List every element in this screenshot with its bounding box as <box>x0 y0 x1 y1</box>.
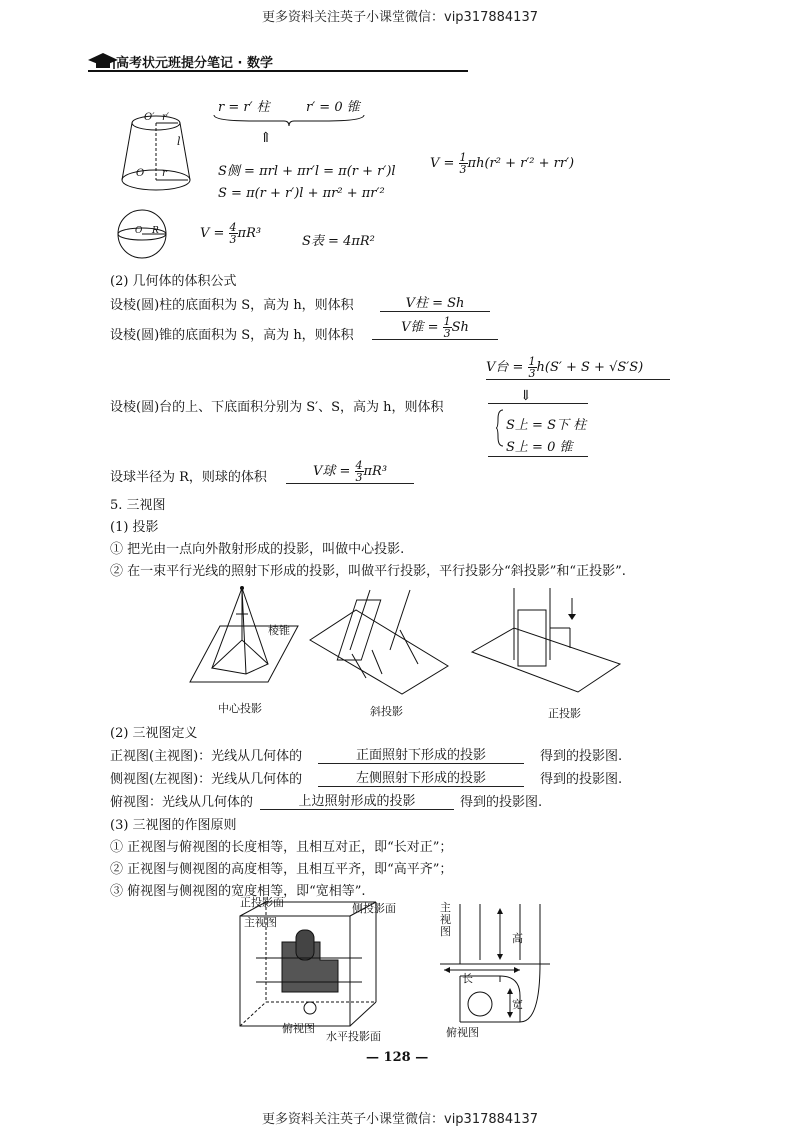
three-views-heading: 5. 三视图 <box>110 498 166 513</box>
frustum-o: O <box>136 168 145 179</box>
frustum-r: r <box>162 168 167 179</box>
label-top-view: 俯视图 <box>282 1022 315 1035</box>
caption-oblique: 斜投影 <box>370 705 403 718</box>
frustum-figure <box>112 110 202 195</box>
frustum-answer: V台 = $\frac{1}{3}$ h(S′ + S + √S′S) <box>486 356 670 380</box>
caption-orthogonal: 正投影 <box>548 707 581 720</box>
sphere-o: O <box>135 226 143 236</box>
frustum-r1: r′ <box>162 112 170 123</box>
def2-pre: 侧视图(左视图)：光线从几何体的 <box>110 772 303 787</box>
three-view-drawing <box>440 901 550 1024</box>
def1-post: 得到的投影图. <box>540 749 623 764</box>
watermark-top: 更多资料关注英子小课堂微信：vip317884137 <box>262 10 538 25</box>
frustum-case-cone: S上 = 0 锥 <box>506 440 573 455</box>
header-title: 高考状元班提分笔记 · 数学 <box>116 56 273 71</box>
rule-1: ① 正视图与俯视图的长度相等，且相互对正，即“长对正”； <box>110 840 453 855</box>
arrow-down: ⇓ <box>520 388 532 404</box>
brace <box>214 113 364 127</box>
projection-p2: ② 在一束平行光线的照射下形成的投影，叫做平行投影，平行投影分“斜投影”和“正投影”. <box>110 564 626 579</box>
rule-2: ② 正视图与侧视图的高度相等，且相互平齐，即“高平齐”； <box>110 862 453 877</box>
def2-answer: 左侧照射下形成的投影 <box>318 767 524 787</box>
projection-heading: (1) 投影 <box>110 520 159 535</box>
label-top-view-2: 俯视图 <box>446 1026 479 1039</box>
definition-heading: (2) 三视图定义 <box>110 726 198 741</box>
sphere-figure <box>112 206 172 266</box>
frustum-label-cone: r′ = 0 锥 <box>306 100 360 115</box>
sphere-volume: V = $\frac{4}{3}$ πR³ <box>200 221 262 246</box>
def3-pre: 俯视图：光线从几何体的 <box>110 795 254 810</box>
frustum-side-area: S侧 = πrl + πr′l = π(r + r′)l <box>218 164 396 179</box>
rule-3: ③ 俯视图与侧视图的宽度相等，即“宽相等”. <box>110 884 366 899</box>
label-side-plane: 侧投影面 <box>352 902 396 915</box>
orthogonal-projection-figure <box>472 588 622 698</box>
frustum-total-area: S = π(r + r′)l + πr² + πr′² <box>218 186 385 201</box>
label-main-view-2: 主视图 <box>440 901 451 938</box>
frustum-o1: O′ <box>144 112 155 123</box>
pyramid-label: 棱锥 <box>268 624 290 637</box>
volume-heading: (2) 几何体的体积公式 <box>110 274 237 289</box>
arrow-up: ⇑ <box>260 130 272 146</box>
sphere-vol-text: 设球半径为 R，则球的体积 <box>110 470 267 485</box>
caption-central: 中心投影 <box>218 702 262 715</box>
label-front-plane: 正投影面 <box>240 896 284 909</box>
cone-text: 设棱(圆)锥的底面积为 S，高为 h，则体积 <box>110 328 354 343</box>
frustum-case-prism: S上 = S下 柱 <box>506 418 587 433</box>
frustum-volume: V = $\frac{1}{3}$ πh(r² + r′² + rr′) <box>430 151 575 176</box>
case-brace <box>496 410 504 446</box>
label-width: 宽 <box>512 998 523 1011</box>
graduation-cap-icon <box>88 52 118 72</box>
frustum-label-cylinder: r = r′ 柱 <box>218 100 270 115</box>
label-length: 长 <box>462 972 473 985</box>
projection-p1: ① 把光由一点向外散射形成的投影，叫做中心投影. <box>110 542 405 557</box>
frustum-l: l <box>177 135 181 148</box>
prism-answer: V柱 = Sh <box>380 292 490 312</box>
def2-post: 得到的投影图. <box>540 772 623 787</box>
label-main-view: 主视图 <box>244 916 277 929</box>
label-horizontal-plane: 水平投影面 <box>326 1030 381 1043</box>
cone-answer: V锥 = $\frac{1}{3}$ Sh <box>372 316 498 340</box>
def1-pre: 正视图(主视图)：光线从几何体的 <box>110 749 303 764</box>
central-projection-figure <box>190 584 300 694</box>
def1-answer: 正面照射下形成的投影 <box>318 744 524 764</box>
frustum-vol-text: 设棱(圆)台的上、下底面积分别为 S′、S，高为 h，则体积 <box>110 400 444 415</box>
def3-answer: 上边照射形成的投影 <box>260 790 454 810</box>
sphere-r: R <box>152 226 159 236</box>
label-height: 高 <box>512 932 523 945</box>
def3-post: 得到的投影图. <box>460 795 543 810</box>
sphere-vol-answer: V球 = $\frac{4}{3}$ πR³ <box>286 460 414 484</box>
page-number: — 128 — <box>366 1050 429 1065</box>
rule-heading: (3) 三视图的作图原则 <box>110 818 237 833</box>
prism-text: 设棱(圆)柱的底面积为 S，高为 h，则体积 <box>110 298 354 313</box>
sphere-area: S表 = 4πR² <box>302 234 375 249</box>
oblique-projection-figure <box>310 590 450 700</box>
page-header <box>88 48 728 74</box>
watermark-bottom: 更多资料关注英子小课堂微信：vip317884137 <box>262 1112 538 1127</box>
